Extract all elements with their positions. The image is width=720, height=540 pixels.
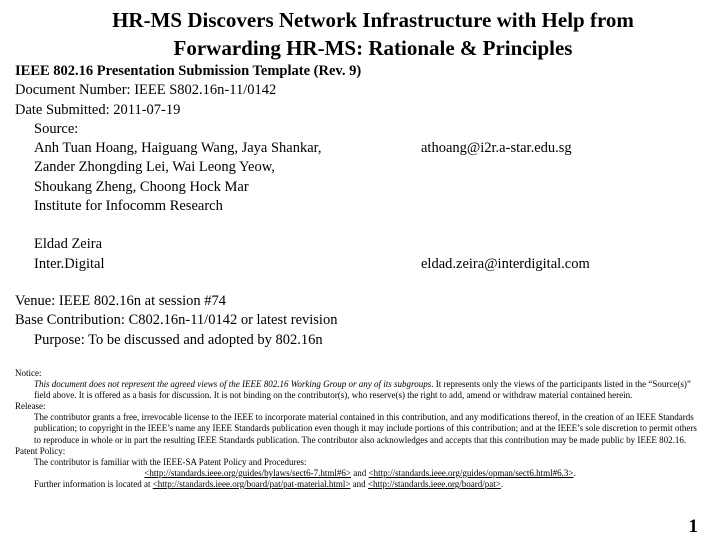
author-email-2: eldad.zeira@interdigital.com: [421, 255, 590, 272]
opman-link[interactable]: <http://standards.ieee.org/guides/opman/sect6.html#6.3>: [368, 467, 574, 478]
author-line: Anh Tuan Hoang, Haiguang Wang, Jaya Shankar,: [34, 140, 322, 157]
notice-rest: . It represents only the views of the participants listed in the “Source(s)” field above. It is offered as a basis for discussion. It is not binding on the contributor(s), who reserve(s) the right to add, amend or withdraw material contained herein.: [34, 379, 691, 401]
notice-block: [15, 368, 705, 490]
notice-italic: This document does not represent the agreed views of the IEEE 802.16 Working Group or any of its subgroups: [34, 379, 432, 390]
period: .: [500, 478, 504, 489]
source-label: Source:: [34, 120, 79, 137]
date-submitted: Date Submitted: 2011-07-19: [15, 101, 181, 118]
pat-material-link[interactable]: <http://standards.ieee.org/board/pat/pat-material.html>: [152, 478, 351, 489]
base-contribution: Base Contribution: C802.16n-11/0142 or latest revision: [15, 312, 338, 329]
author-row-1: [15, 139, 705, 158]
further-text: Further information is located at: [34, 478, 153, 489]
bylaws-link[interactable]: <http://standards.ieee.org/guides/bylaws/sect6-7.html#6>: [144, 467, 351, 478]
venue-block: [15, 292, 705, 350]
title-line-1: HR-MS Discovers Network Infrastructure with Help from: [112, 8, 634, 32]
author-line: Shoukang Zheng, Choong Hock Mar: [34, 178, 249, 195]
slide-title: [30, 6, 716, 62]
notice-label: Notice:: [15, 368, 42, 378]
title-line-2: Forwarding HR-MS: Rationale & Principles: [173, 36, 573, 60]
period: .: [573, 467, 576, 478]
author-2-name: Eldad Zeira: [34, 236, 103, 253]
and-text: and: [351, 467, 369, 478]
release-label: Release:: [15, 401, 46, 412]
patent-intro: The contributor is familiar with the IEEE-SA Patent Policy and Procedures:: [34, 456, 307, 467]
template-line: IEEE 802.16 Presentation Submission Template (Rev. 9): [15, 63, 362, 79]
further-info: [15, 479, 705, 490]
document-number: Document Number: IEEE S802.16n-11/0142: [15, 82, 277, 99]
author-line: Zander Zhongding Lei, Wai Leong Yeow,: [34, 159, 275, 176]
and-text: and: [350, 478, 368, 489]
page-number: 1: [688, 516, 698, 537]
author-2-affiliation: Inter.Digital: [34, 255, 105, 272]
author-row-2: [15, 255, 705, 274]
author-affiliation: Institute for Infocomm Research: [34, 198, 223, 215]
patent-links: [15, 468, 705, 479]
release-text: The contributor grants a free, irrevocable license to the IEEE to incorporate material contained in this contribution, and any modifications thereof, in the creation of an IEEE Standards publication; to copyright in the IEEE’s name any IEEE Standards publication even though it may include portions of this contribution; and at the IEEE’s sole discretion to permit others to reproduce in whole or in part the resulting IEEE Standards publication. The contributor also acknowledges and accepts that this contribution may be made public by IEEE 802.16.: [34, 412, 697, 445]
pat-link[interactable]: <http://standards.ieee.org/board/pat>: [367, 478, 501, 489]
submission-header: [15, 62, 705, 274]
purpose-line: Purpose: To be discussed and adopted by 802.16n: [34, 331, 323, 348]
patent-label: Patent Policy:: [15, 445, 66, 456]
notice-text: [15, 379, 705, 401]
author-email-1: athoang@i2r.a-star.edu.sg: [421, 140, 572, 157]
spacer: [15, 216, 705, 235]
venue-line: Venue: IEEE 802.16n at session #74: [15, 293, 227, 309]
